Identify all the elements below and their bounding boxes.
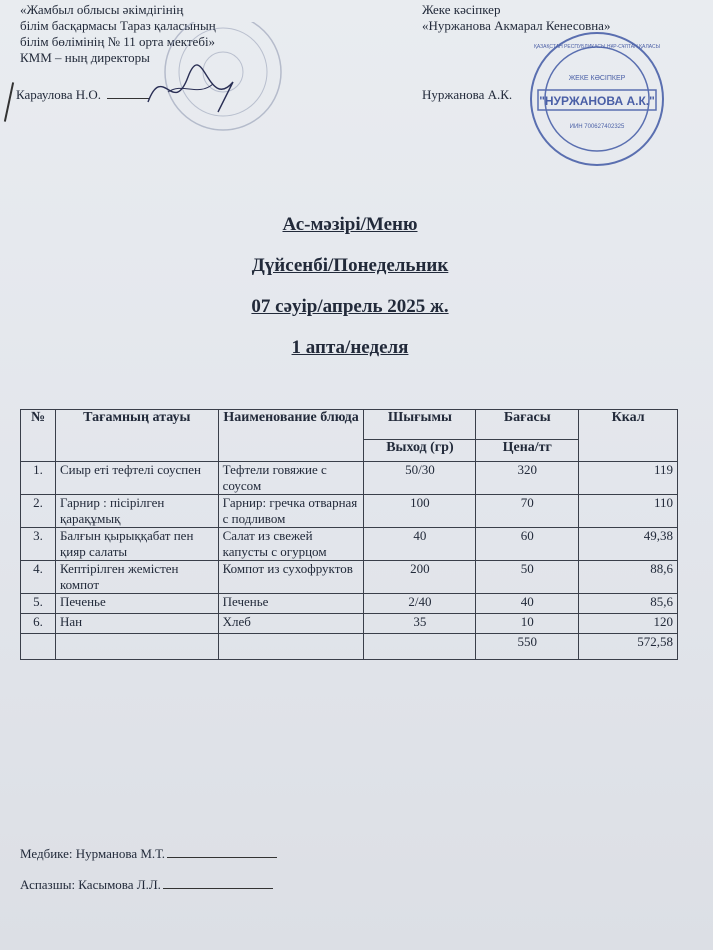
dish-ru: Салат из свежей капусты с огурцом bbox=[218, 528, 364, 561]
dish-output: 35 bbox=[364, 614, 476, 634]
total-price: 550 bbox=[476, 634, 579, 660]
stamp-name: "НУРЖАНОВА А.К." bbox=[539, 94, 655, 108]
dish-price: 320 bbox=[476, 462, 579, 495]
col-num: № bbox=[21, 410, 56, 462]
margin-mark bbox=[4, 82, 14, 122]
dish-kcal: 88,6 bbox=[579, 561, 678, 594]
dish-kz: Печенье bbox=[55, 594, 218, 614]
col-name-kz: Тағамның атауы bbox=[55, 410, 218, 462]
dish-ru: Гарнир: гречка отварная с подливом bbox=[218, 495, 364, 528]
col-name-ru: Наименование блюда bbox=[218, 410, 364, 462]
row-num: 1. bbox=[21, 462, 56, 495]
table-row bbox=[21, 594, 678, 614]
dish-output: 200 bbox=[364, 561, 476, 594]
title-block bbox=[0, 214, 700, 378]
table-row bbox=[21, 462, 678, 495]
dish-output: 2/40 bbox=[364, 594, 476, 614]
row-num: 2. bbox=[21, 495, 56, 528]
stamp-iin: ИИН 700627402325 bbox=[569, 124, 625, 130]
stamp-sub: ЖЕКЕ КӘСІПКЕР bbox=[568, 75, 626, 82]
row-num: 3. bbox=[21, 528, 56, 561]
header-right-line2: «Нуржанова Акмарал Кенесовна» bbox=[422, 18, 611, 33]
day-title: Дүйсенбі/Понедельник bbox=[251, 255, 449, 276]
dish-ru: Хлеб bbox=[218, 614, 364, 634]
dish-price: 10 bbox=[476, 614, 579, 634]
cook-signature bbox=[20, 876, 273, 893]
dish-output: 40 bbox=[364, 528, 476, 561]
total-kcal: 572,58 bbox=[579, 634, 678, 660]
col-output-kz: Шығымы bbox=[364, 410, 476, 440]
dish-kcal: 110 bbox=[579, 495, 678, 528]
dish-ru: Компот из сухофруктов bbox=[218, 561, 364, 594]
dish-kz: Сиыр еті тефтелі соуспен bbox=[55, 462, 218, 495]
dish-output: 50/30 bbox=[364, 462, 476, 495]
col-kcal: Ккал bbox=[579, 410, 678, 462]
dish-kz: Гарнир : пісірілген қарақұмық bbox=[55, 495, 218, 528]
nurse-signature bbox=[20, 845, 277, 862]
dish-price: 60 bbox=[476, 528, 579, 561]
signature-line-left bbox=[16, 87, 149, 103]
cook-label: Аспазшы: Касымова Л.Л. bbox=[20, 877, 161, 892]
dish-kz: Кептірілген жемістен компот bbox=[55, 561, 218, 594]
dish-kcal: 85,6 bbox=[579, 594, 678, 614]
dish-kcal: 49,38 bbox=[579, 528, 678, 561]
row-num: 5. bbox=[21, 594, 56, 614]
menu-title: Ас-мәзірі/Меню bbox=[282, 214, 418, 235]
signatory-left: Караулова Н.О. bbox=[16, 87, 102, 102]
total-row bbox=[21, 634, 678, 660]
dish-price: 40 bbox=[476, 594, 579, 614]
nurse-label: Медбике: Нурманова М.Т. bbox=[20, 846, 166, 861]
table-row bbox=[21, 614, 678, 634]
header-left-line4: КММ – ның директоры bbox=[20, 50, 150, 65]
dish-ru: Печенье bbox=[218, 594, 364, 614]
header-left-line1: «Жамбыл облысы әкімдігінің bbox=[20, 2, 184, 17]
row-num: 6. bbox=[21, 614, 56, 634]
header-right-line1: Жеке кәсіпкер bbox=[422, 2, 501, 17]
signatory-right: Нуржанова А.К. bbox=[422, 87, 513, 102]
col-price-ru: Цена/тг bbox=[476, 440, 579, 462]
col-output-ru: Выход (гр) bbox=[364, 440, 476, 462]
dish-kz: Балғын қырыққабат пен қияр салаты bbox=[55, 528, 218, 561]
col-price-kz: Бағасы bbox=[476, 410, 579, 440]
dish-price: 50 bbox=[476, 561, 579, 594]
school-seal-icon bbox=[138, 22, 288, 142]
dish-kcal: 120 bbox=[579, 614, 678, 634]
table-header-row bbox=[21, 410, 678, 440]
header-left-line2: білім басқармасы Тараз қаласының bbox=[20, 18, 216, 33]
dish-output: 100 bbox=[364, 495, 476, 528]
entrepreneur-stamp-icon bbox=[528, 30, 666, 168]
dish-ru: Тефтели говяжие с соусом bbox=[218, 462, 364, 495]
table-row bbox=[21, 495, 678, 528]
dish-kcal: 119 bbox=[579, 462, 678, 495]
row-num: 4. bbox=[21, 561, 56, 594]
table-row bbox=[21, 528, 678, 561]
menu-table bbox=[20, 409, 678, 660]
stamp-ring: ҚАЗАҚСТАН РЕСПУБЛИКАСЫ НҰР-СҰЛТАН ҚАЛАСЫ bbox=[533, 44, 661, 50]
dish-kz: Нан bbox=[55, 614, 218, 634]
header-left-line3: білім бөлімінің № 11 орта мектебі» bbox=[20, 34, 216, 49]
week-title: 1 апта/неделя bbox=[291, 337, 409, 358]
table-row bbox=[21, 561, 678, 594]
date-title: 07 сәуір/апрель 2025 ж. bbox=[251, 296, 449, 317]
dish-price: 70 bbox=[476, 495, 579, 528]
